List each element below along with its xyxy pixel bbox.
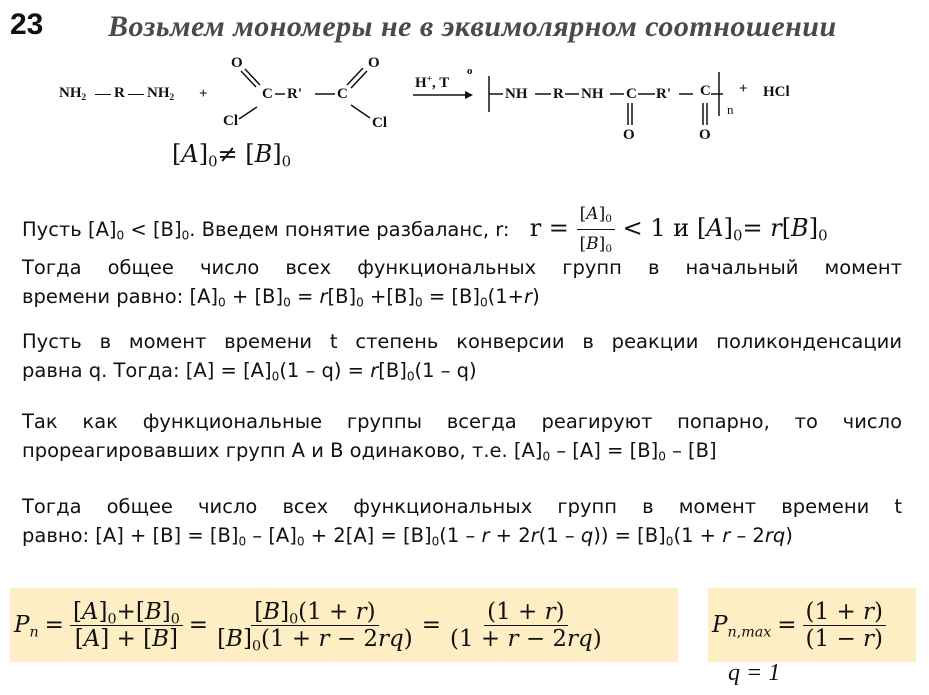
- repeat-count: n: [727, 102, 734, 117]
- conversion-condition: q = 1: [728, 660, 781, 686]
- slide-title: Возьмем мономеры не в эквимолярном соотношении: [108, 10, 837, 43]
- chlorine: Cl: [372, 115, 387, 131]
- slide-number: 23: [10, 8, 44, 41]
- formula-fraction-3: $\frac{\text{(1 + 𝑟)}}{\text{(1 + 𝑟 − 2𝑟𝑞)}}$: [450, 598, 602, 652]
- r-group: R: [114, 85, 125, 101]
- monomer-inequality: $[𝐴]_0\ne$ $[𝐵]_0$: [172, 140, 292, 171]
- r-group: R: [553, 86, 564, 102]
- imbalance-definition: Пусть $[A]_0 < [B]_0$. Введем понятие разбаланс, r: r = $\frac{[𝐴]_0}{[𝐵]_0}$ < 1 и $[𝐴]_0=$ $𝑟[𝐵]_0$: [22, 200, 929, 259]
- bond: [128, 94, 144, 95]
- imbalance-fraction: $\frac{[𝐴]_0}{[𝐵]_0}$: [577, 200, 615, 259]
- r-prime-group: R': [287, 86, 302, 102]
- nh-group: NH: [581, 86, 604, 102]
- reaction-arrow: [413, 89, 473, 101]
- degree-of-polymerization-formula: 𝑃$_𝑛$ = $\frac{[𝐴]_0+[𝐵]_0}{\text{[𝐴] + [𝐵]}}$ = $\frac{[𝐵]_0(1 + 𝑟)}{[𝐵]_0(1 + 𝑟 - 2𝑟𝑞)}$ = $\frac{\text{(1 + 𝑟)}}{\text{(1 + 𝑟 − 2𝑟𝑞)}}$: [10, 588, 678, 662]
- diamine: $NH_2$: [59, 85, 87, 103]
- r-prime-group: R': [656, 86, 671, 102]
- carbon: C: [626, 86, 637, 102]
- oxygen: O: [623, 127, 635, 143]
- formula-fraction-1: $\frac{[𝐴]_0+[𝐵]_0}{\text{[𝐴] + [𝐵]}}$: [70, 599, 183, 652]
- carbon: C: [337, 86, 348, 102]
- oxygen: O: [231, 55, 243, 71]
- reaction-conditions: H+, T: [415, 74, 450, 91]
- nh-group: NH: [505, 86, 528, 102]
- plus-sign: +: [199, 86, 208, 102]
- carbon: C: [700, 83, 711, 99]
- formula-fraction-2: $\frac{[𝐵]_0(1 + 𝑟)}{[𝐵]_0(1 + 𝑟 - 2𝑟𝑞)}$: [217, 598, 413, 654]
- total-groups-paragraph: Тогда общее число всех функциональных групп в момент времени t равно: $[A] + [B] = [B]_0 - [A]_0 + 2[A] = [B]_0(1 - r + 2r(1 - q)) = [B]_0(1 + r - 2rq)$: [22, 495, 902, 549]
- max-formula-fraction: $\frac{\text{(1 + 𝑟)}}{\text{(1 − 𝑟)}}$: [803, 599, 886, 652]
- max-polymerization-formula: 𝑃$_{𝑛,𝑚𝑎𝑥}$ = $\frac{\text{(1 + 𝑟)}}{\text{(1 − 𝑟)}}$: [708, 588, 916, 662]
- hcl: HCl: [763, 84, 790, 100]
- carbon: C: [262, 86, 273, 102]
- conversion-paragraph: Пусть в момент времени t степень конверсии в реакции поликонденсации равна q. Тогда: $[A] = [A]_0(1 - q) = r[B]_0(1 - q)$: [22, 330, 902, 384]
- bond: [95, 94, 111, 95]
- pairwise-reaction-paragraph: Так как функциональные группы всегда реагируют попарно, то число прореагировавших групп A и B одинаково, т.е. $[A]_0 - [A] = [B]_0 - [B]$: [22, 410, 902, 464]
- chlorine: Cl: [223, 113, 238, 129]
- diamine-end: $NH_2$: [147, 85, 175, 103]
- plus-sign: +: [739, 81, 748, 97]
- reaction-scheme: [55, 55, 835, 150]
- oxygen: O: [368, 55, 380, 71]
- degree-mark: o: [467, 65, 473, 77]
- initial-groups-paragraph: Тогда общее число всех функциональных групп в начальный момент времени равно: $[A]_0 + [B]_0 = r[B]_0 +[B]_0 = [B]_0(1+r)$: [22, 256, 902, 310]
- oxygen: O: [699, 127, 711, 143]
